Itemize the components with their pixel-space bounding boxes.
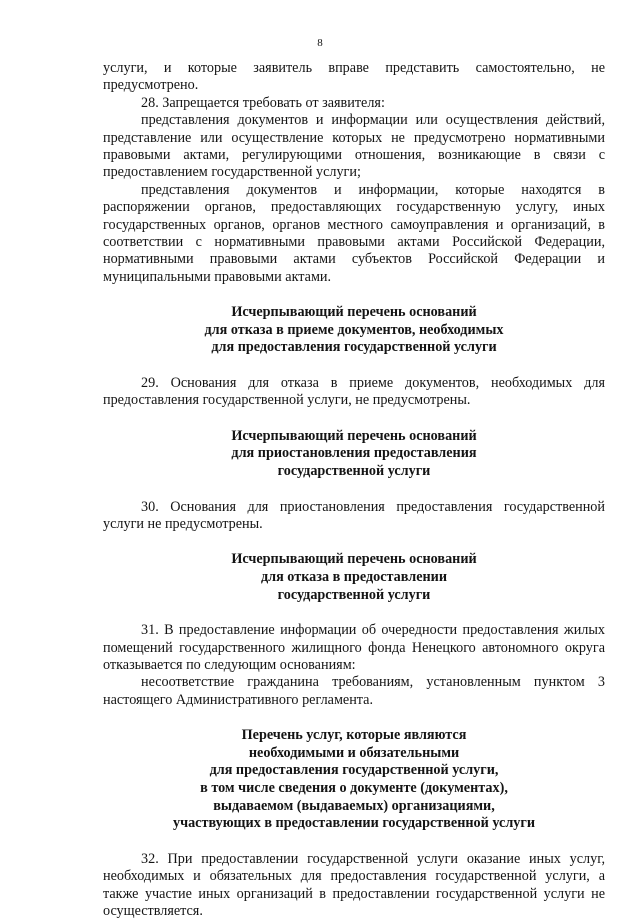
document-body [103,60,605,920]
section-heading-suspension [103,428,605,481]
paragraph-28: 28. Запрещается требовать от заявителя: [141,94,385,111]
heading-line: необходимыми и обязательными [248,744,460,761]
heading-line: государственной услуги [277,463,431,480]
heading-line: Исчерпывающий перечень оснований [231,427,477,444]
paragraph-32: 32. При предоставлении государственной услуги оказание иных услуг, необходимых и обязательных для предоставления государственной услуги, а также участие иных организаций в предоставлении государственной услуги не осуществляется. [103,850,605,920]
paragraph-continuation: услуги, и которые заявитель вправе представить самостоятельно, не предусмотрено. [103,60,605,94]
paragraph-30: 30. Основания для приостановления предоставления государственной услуги не предусмотрены. [103,498,605,533]
paragraph-31: 31. В предоставление информации об очередности предоставления жилых помещений государственного жилищного фонда Ненецкого автономного округа отказывается по следующим основаниям: [103,622,605,674]
paragraph-29: 29. Основания для отказа в приеме документов, необходимых для предоставления государственной услуги, не предусмотрены. [103,375,605,409]
heading-line: для предоставления государственной услуги, [209,762,499,779]
section-heading-required-services [103,727,605,833]
section-heading-refusal-acceptance [103,304,605,357]
heading-line: участвующих в предоставлении государственной услуги [172,815,535,832]
page-number: 8 [317,37,323,49]
heading-line: Перечень услуг, которые являются [241,727,467,744]
heading-line: для приостановления предоставления [231,445,477,462]
heading-line: для предоставления государственной услуги [211,339,497,356]
paragraph-28-item-2: представления документов и информации, которые находятся в распоряжении органов, предоставляющих государственную услугу, иных государственных органов, органов местного самоуправления и организаций, в соответствии с нормативными правовыми актами Российской Федерации, нормативными правовыми актами субъектов Российской Федерации и муниципальными правовыми актами. [103,181,605,285]
paragraph-28-item-1: представления документов и информации или осуществления действий, представление или осуществление которых не предусмотрено нормативными правовыми актами, регулирующими отношения, возникающие в связи с предоставлением государственной услуги; [103,112,605,181]
heading-line: государственной услуги [277,586,431,603]
paragraph-31-item: несоответствие гражданина требованиям, установленным пунктом 3 настоящего Административного регламента. [103,674,605,708]
heading-line: в том числе сведения о документе (документах), [200,780,508,797]
heading-line: Исчерпывающий перечень оснований [231,304,477,321]
section-heading-refusal-provision [103,551,605,604]
heading-line: для отказа в приеме документов, необходимых [204,321,504,338]
heading-line: для отказа в предоставлении [260,569,448,586]
heading-line: выдаваемом (выдаваемых) организациями, [213,797,495,814]
heading-line: Исчерпывающий перечень оснований [231,551,477,568]
